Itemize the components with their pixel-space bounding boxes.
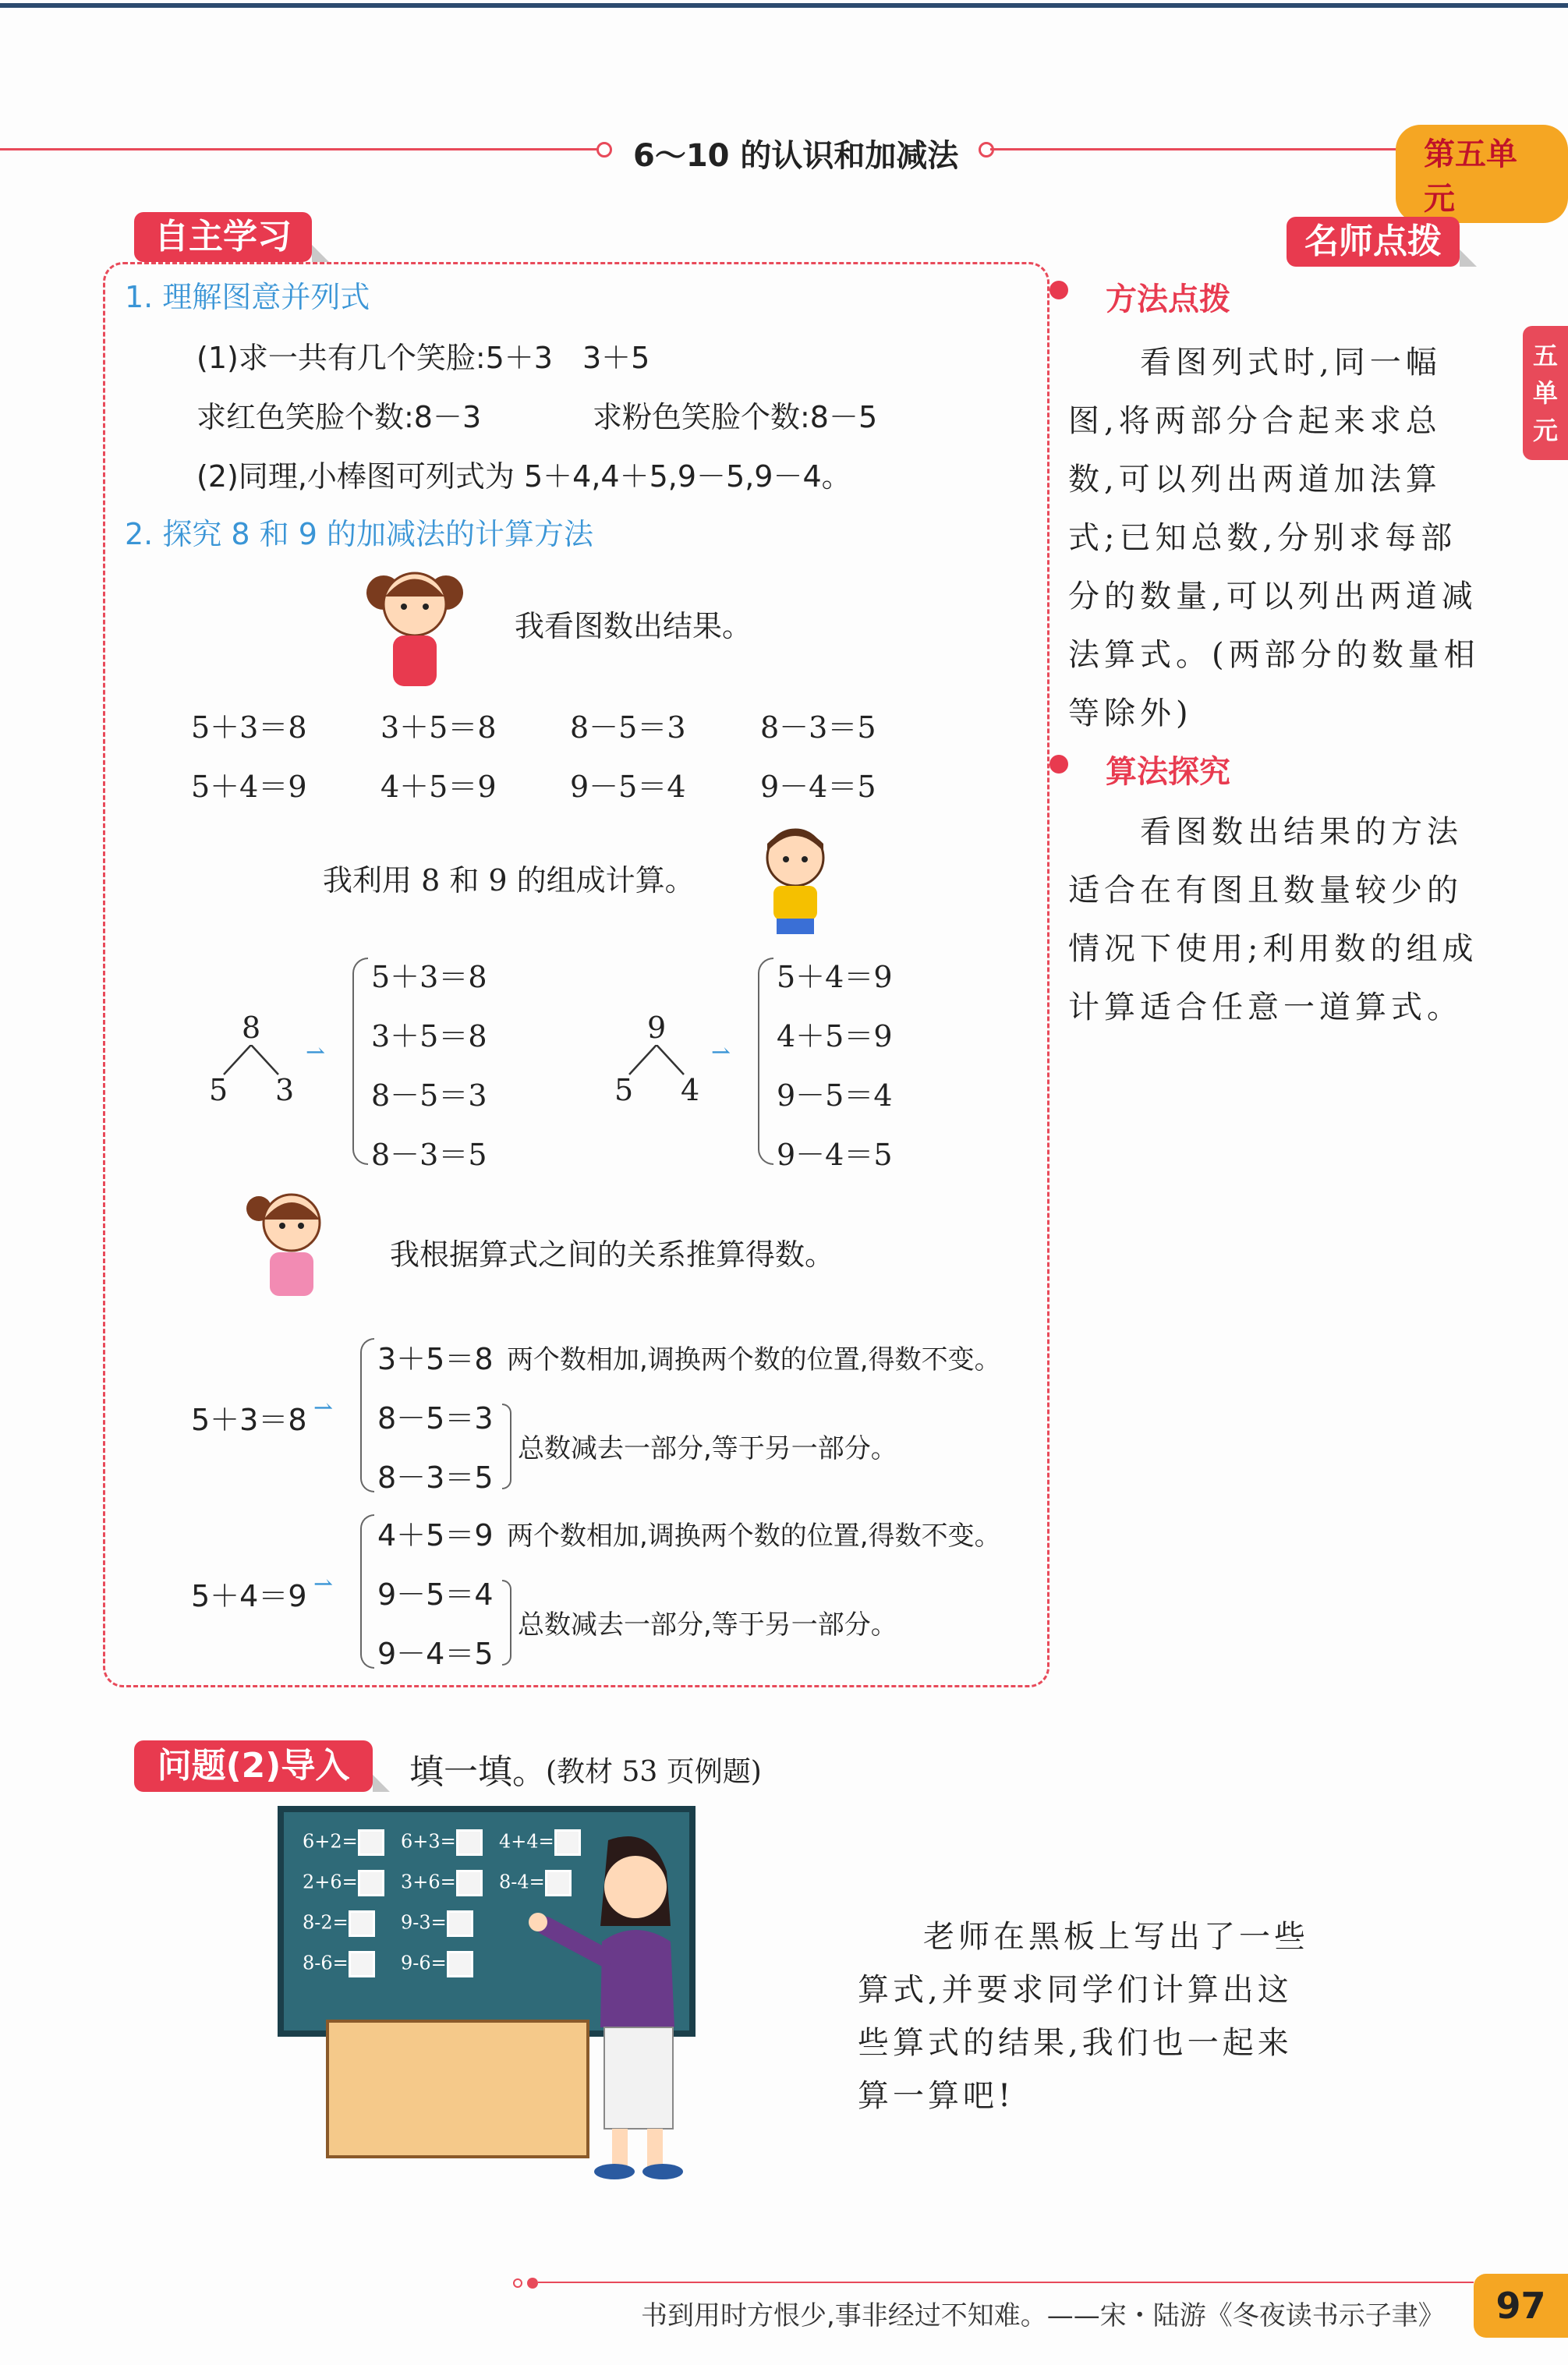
board-r2-c1: 2+6= <box>303 1871 358 1893</box>
footer-dot <box>513 2278 522 2288</box>
tree9-top: 9 <box>647 1011 667 1045</box>
answer-box[interactable] <box>358 1870 384 1896</box>
answer-box[interactable] <box>447 1951 473 1977</box>
section1-line2b: 求粉色笑脸个数:8－5 <box>593 400 878 434</box>
eq-r2-c1: 5＋4＝9 <box>191 770 307 804</box>
rel2-e3: 9－4＝5 <box>377 1637 494 1671</box>
tree8-left: 5 <box>209 1073 228 1107</box>
rel2-arrow-icon: ⇀ <box>313 1570 334 1598</box>
algo-heading: 算法探究 <box>1106 754 1230 790</box>
girl1-speech: 我看图数出结果。 <box>515 609 752 643</box>
girl2-speech: 我根据算式之间的关系推算得数。 <box>390 1237 835 1272</box>
rel1-e3: 8－3＝5 <box>377 1460 494 1495</box>
top-border <box>0 3 1568 8</box>
answer-box[interactable] <box>447 1910 473 1937</box>
section1-line2a: 求红色笑脸个数:8－3 <box>196 400 482 434</box>
rel1-e2: 8－5＝3 <box>377 1401 494 1436</box>
method-text: 看图列式时,同一幅图,将两部分合起来求总数,可以列出两道加法算式;已知总数,分别求每部分的数量,可以列出两道减法算式。(两部分的数量相等除外) <box>1068 345 1480 731</box>
section1-line1: (1)求一共有几个笑脸:5＋3 3＋5 <box>196 341 650 375</box>
eq-r1-c4: 8－3＝5 <box>760 710 876 745</box>
tree8-brace <box>352 958 368 1165</box>
rel1-right-brace <box>502 1404 511 1489</box>
problem-title: 填一填。 <box>409 1752 547 1792</box>
teacher-illustration <box>515 1825 717 2183</box>
eq-r2-c4: 9－4＝5 <box>760 770 876 804</box>
tree9-left: 5 <box>614 1073 634 1107</box>
rel2-right-brace <box>502 1580 511 1666</box>
board-r2-c3: 8-4= <box>499 1871 545 1893</box>
chapter-title: 6～10 的认识和加减法 <box>633 138 959 174</box>
board-r4-c1: 8-6= <box>303 1952 349 1974</box>
rel2-n2: 总数减去一部分,等于另一部分。 <box>518 1609 897 1641</box>
tree8-arrow-icon: ⇀ <box>306 1039 326 1066</box>
rel1-n2: 总数减去一部分,等于另一部分。 <box>518 1433 897 1464</box>
tree8-eq1: 5＋3＝8 <box>371 960 487 994</box>
rel1-brace <box>360 1338 374 1492</box>
answer-box[interactable] <box>349 1910 375 1937</box>
tree8-eq2: 3＋5＝8 <box>371 1019 487 1053</box>
tree8-top: 8 <box>242 1011 261 1045</box>
board-r1-c1: 6+2= <box>303 1830 358 1853</box>
board-r2-c2: 3+6= <box>401 1871 456 1893</box>
side-unit-tab <box>1523 326 1568 460</box>
header-rule-left <box>0 148 608 150</box>
section2-heading: 2. 探究 8 和 9 的加减法的计算方法 <box>125 517 594 551</box>
unit-badge: 第五单元 <box>1396 125 1568 223</box>
tree9-right: 4 <box>681 1073 700 1107</box>
tree8-eq3: 8－5＝3 <box>371 1078 487 1113</box>
rel2-e2: 9－5＝4 <box>377 1577 494 1612</box>
rel1-base: 5＋3＝8 <box>191 1403 307 1437</box>
rel2-brace <box>360 1514 374 1669</box>
rel1-arrow-icon: ⇀ <box>313 1394 334 1421</box>
board-r4-c2: 9-6= <box>401 1952 447 1974</box>
algo-text: 看图数出结果的方法适合在有图且数量较少的情况下使用;利用数的组成计算适合任意一道算式。 <box>1068 814 1478 1025</box>
board-r3-c2: 9-3= <box>401 1911 447 1934</box>
tree9-eq3: 9－5＝4 <box>777 1078 893 1113</box>
tree8-eq4: 8－3＝5 <box>371 1138 487 1172</box>
method-bullet-icon <box>1049 281 1068 299</box>
tree8-lines <box>220 1045 282 1076</box>
eq-r1-c1: 5＋3＝8 <box>191 710 307 745</box>
answer-box[interactable] <box>349 1951 375 1977</box>
boy-speech: 我利用 8 和 9 的组成计算。 <box>323 863 695 897</box>
answer-box[interactable] <box>358 1829 384 1856</box>
rel1-n1: 两个数相加,调换两个数的位置,得数不变。 <box>507 1344 1001 1375</box>
problem-source: (教材 53 页例题) <box>546 1756 762 1788</box>
teacher-tips-tag: 名师点拨 <box>1287 217 1460 267</box>
eq-r1-c3: 8－5＝3 <box>570 710 686 745</box>
tree9-arrow-icon: ⇀ <box>711 1039 731 1066</box>
tree9-brace <box>758 958 773 1165</box>
footer-rule <box>538 2282 1474 2283</box>
algo-bullet-icon <box>1049 755 1068 774</box>
page-number: 97 <box>1474 2274 1568 2338</box>
answer-box[interactable] <box>456 1829 483 1856</box>
method-heading: 方法点拨 <box>1106 281 1230 317</box>
rel2-n1: 两个数相加,调换两个数的位置,得数不变。 <box>507 1521 1001 1552</box>
footer-dot-filled <box>527 2278 538 2289</box>
board-r1-c2: 6+3= <box>401 1830 456 1853</box>
tree9-lines <box>625 1045 688 1076</box>
boy-illustration <box>749 820 842 937</box>
girl-illustration <box>360 561 469 694</box>
rel2-base: 5＋4＝9 <box>191 1579 307 1613</box>
header-rule-right <box>990 148 1411 150</box>
section1-heading: 1. 理解图意并列式 <box>125 280 370 314</box>
section1-line3: (2)同理,小棒图可列式为 5＋4,4＋5,9－5,9－4。 <box>196 459 851 494</box>
tree9-eq2: 4＋5＝9 <box>777 1019 893 1053</box>
self-study-tag: 自主学习 <box>134 212 312 262</box>
footer-quote: 书到用时方恨少,事非经过不知难。——宋・陆游《冬夜读书示子聿》 <box>641 2300 1445 2331</box>
rel2-e1: 4＋5＝9 <box>377 1518 494 1552</box>
board-r3-c1: 8-2= <box>303 1911 349 1934</box>
answer-box[interactable] <box>456 1870 483 1896</box>
side-tab-label: 五单元 <box>1532 341 1558 445</box>
eq-r1-c2: 3＋5＝8 <box>380 710 497 745</box>
tree8-right: 3 <box>275 1073 295 1107</box>
problem-caption: 老师在黑板上写出了一些算式,并要求同学们计算出这些算式的结果,我们也一起来算一算吧! <box>858 1919 1309 2114</box>
tree9-eq1: 5＋4＝9 <box>777 960 893 994</box>
header-dot-left <box>596 142 612 158</box>
board-r1-c3: 4+4= <box>499 1830 554 1853</box>
problem-tag: 问题(2)导入 <box>134 1740 373 1792</box>
tree9-eq4: 9－4＝5 <box>777 1138 893 1172</box>
rel1-e1: 3＋5＝8 <box>377 1342 494 1376</box>
girl2-illustration <box>243 1185 337 1310</box>
eq-r2-c2: 4＋5＝9 <box>380 770 497 804</box>
eq-r2-c3: 9－5＝4 <box>570 770 686 804</box>
